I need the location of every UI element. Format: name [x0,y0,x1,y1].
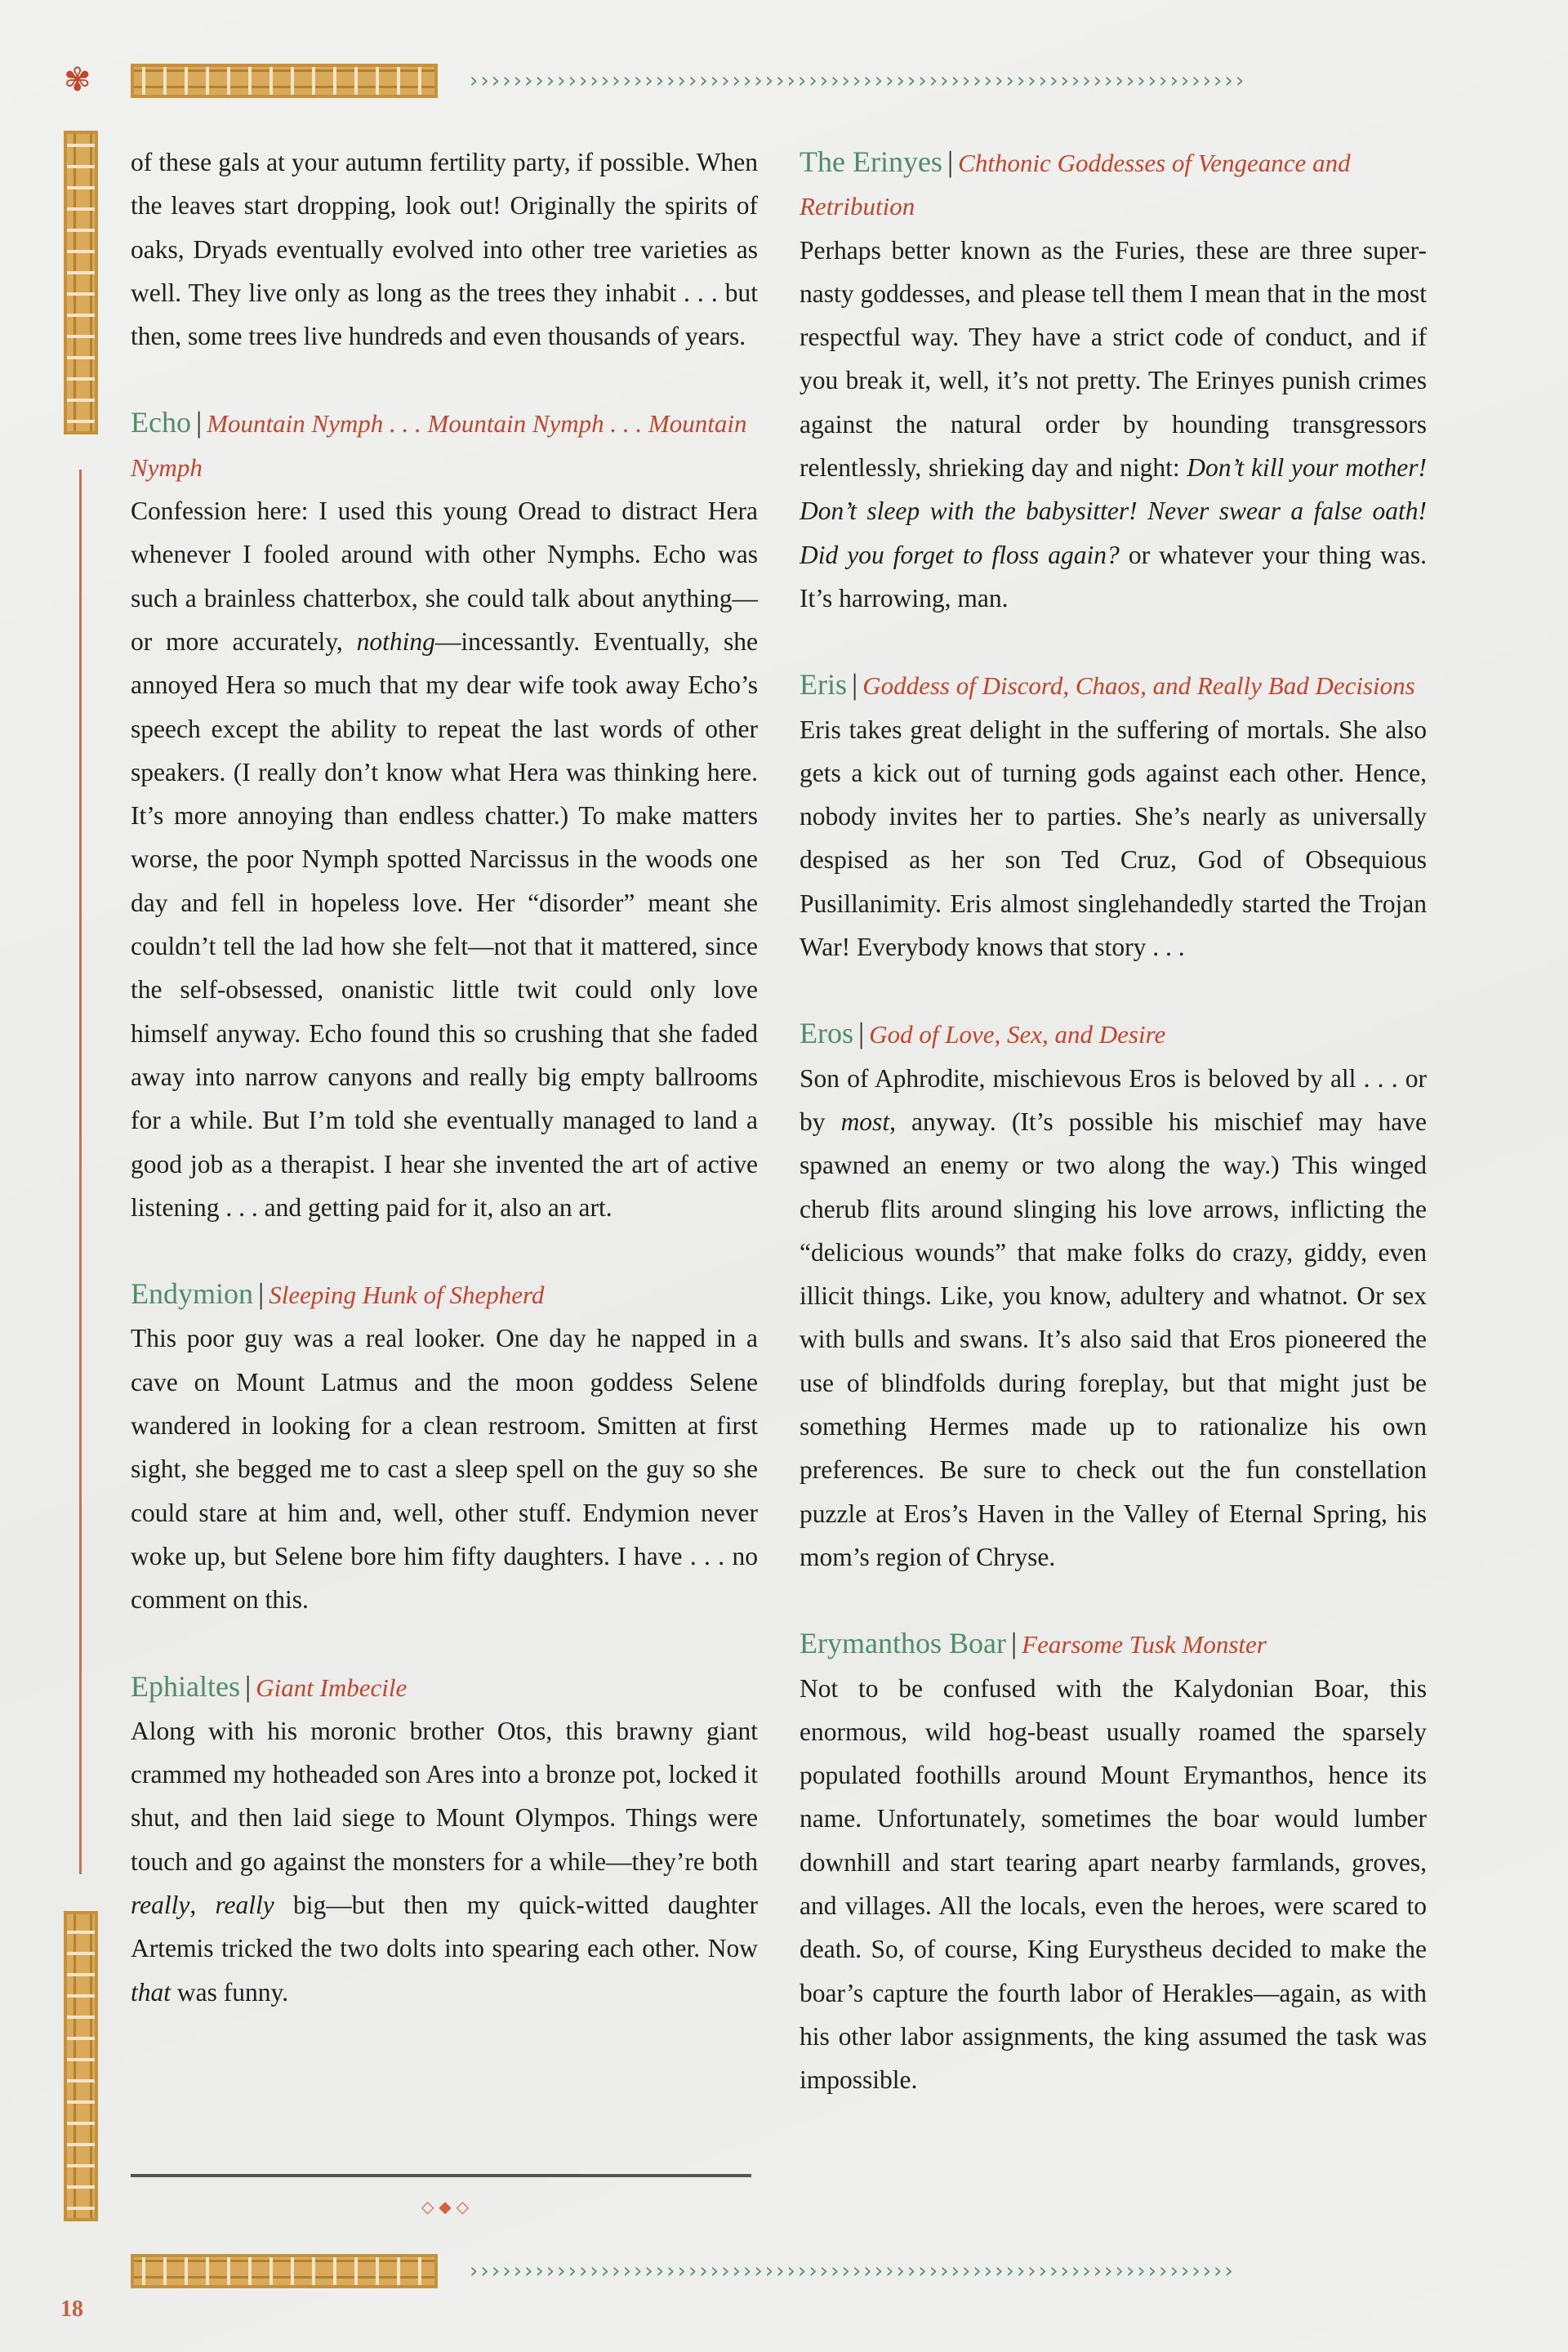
entry-heading: Echo | Mountain Nymph . . . Mountain Nymph . . . Mountain Nymph [131,406,747,482]
right-column [800,140,1427,2145]
greek-key-border-bottom [131,2254,438,2288]
entry-name: Ephialtes [131,1669,240,1703]
entry-heading: Eros | God of Love, Sex, and Desire [800,1017,1166,1050]
entry-body: Confession here: I used this young Oread to distract Hera whenever I fooled around with other Nymphs. Echo was such a brainless chatterbox, she could talk about anything—or more accurately, nothing—incessantly. Eventually, she annoyed Hera so much that my dear wife took away Echo’s speech except the ability to repeat the last words of other speakers. (I really don’t know what Hera was thinking here. It’s more annoying than endless chatter.) To make matters worse, the poor Nymph spotted Narcissus in the woods one day and fell in hopeless love. Her “disorder” meant she couldn’t tell the lad how she felt—not that it mattered, since the self-obsessed, onanistic little twit could only love himself anyway. Echo found this so crushing that she faded away into narrow canyons and really big empty ballrooms for a while. But I’m told she eventually managed to land a good job as a therapist. I hear she invented the art of active listening . . . and getting paid for it, also an art. [131,497,758,1222]
continued-text [131,140,758,358]
page-number: 18 [60,2296,83,2322]
entry-body: Eris takes great delight in the suffering of mortals. She also gets a kick out of turning gods against each other. Hence, nobody invites her to parties. She’s nearly as universally despised as her son Ted Cruz, God of Obsequious Pusillanimity. Eris almost singlehandedly started the Trojan War! Everybody knows that story . . . [800,715,1427,962]
entry-epithet: Sleeping Hunk of Shepherd [269,1281,545,1310]
entry-name: Eros [800,1017,853,1050]
entry-epithet: God of Love, Sex, and Desire [869,1020,1166,1049]
arrow-chevrons-icon: ››››››››››››››››››››››››››››››››››››››››››››››››››››››››››››››››››››››› [470,69,1247,93]
entry-epithet: Mountain Nymph . . . Mountain Nymph . . . Mountain Nymph [131,409,747,482]
entry-body: Not to be confused with the Kalydonian Boar, this enormous, wild hog-beast usually roamed the sparsely populated foothills around Mount Erymanthos, hence its name. Unfortunately, sometimes the boar would lumber downhill and start tearing apart nearby farmlands, groves, and villages. All the locals, even the heroes, were scared to death. So, of course, King Eurystheus decided to make the boar’s capture the fourth labor of Herakles—again, as with his other labor assignments, the king assumed the task was impossible. [800,1673,1427,2095]
entry-ephialtes [131,1665,758,2014]
entry-endymion [131,1272,758,1621]
entry-erinyes [800,140,1427,620]
entry-epithet: Goddess of Discord, Chaos, and Really Bad Decisions [862,671,1415,701]
entry-name: Echo [131,406,191,439]
entry-erymanthos-boar [800,1622,1427,2101]
entry-eris [800,663,1427,969]
entry-heading: Endymion | Sleeping Hunk of Shepherd [131,1277,545,1311]
entry-epithet: Giant Imbecile [256,1673,408,1702]
entry-body: Along with his moronic brother Otos, this brawny giant crammed my hotheaded son Ares into a bronze pot, locked it shut, and then laid siege to Mount Olympos. Things were touch and go against the monsters for a while—they’re both really, really big—but then my quick-witted daughter Artemis tricked the two dolts into spearing each other. Now that was funny. [131,1716,758,2007]
entry-heading: Eris | Goddess of Discord, Chaos, and Really Bad Decisions [800,668,1415,702]
entry-name: Endymion [131,1277,253,1311]
entry-name: Eris [800,668,847,702]
entry-heading: Erymanthos Boar | Fearsome Tusk Monster [800,1627,1267,1660]
entry-heading: Ephialtes | Giant Imbecile [131,1669,408,1703]
entry-heading: The Erinyes | Chthonic Goddesses of Vengeance and Retribution [800,145,1351,221]
section-end-rule [131,2174,751,2177]
greek-key-border-left-bottom [64,1911,98,2221]
entry-epithet: Fearsome Tusk Monster [1022,1630,1267,1659]
entry-epithet: Chthonic Goddesses of Vengeance and Retribution [800,149,1351,221]
entry-name: The Erinyes [800,145,942,178]
diamond-ornament-icon: ◇◆◇ [421,2197,474,2216]
entry-body: Son of Aphrodite, mischievous Eros is beloved by all . . . or by most, anyway. (It’s possible his mischief may have spawned an enemy or two along the way.) This winged cherub flits around slinging his love arrows, inflicting the “delicious wounds” that make folks do crazy, giddy, even illicit things. Like, you know, adultery and whatnot. Or sex with bulls and swans. It’s also said that Eros pioneered the use of blindfolds during foreplay, but that might just be something Hermes made up to rationalize his own preferences. Be sure to check out the fun constellation puzzle at Eros’s Haven in the Valley of Eternal Spring, his mom’s region of Chryse. [800,1063,1427,1571]
entry-body: This poor guy was a real looker. One day he napped in a cave on Mount Latmus and the moon goddess Selene wandered in looking for a clean restroom. Smitten at first sight, she begged me to cast a sleep spell on the guy so she could stare at him and, well, other stuff. Endymion never woke up, but Selene bore him fifty daughters. I have . . . no comment on this. [131,1324,758,1615]
paragraph: of these gals at your autumn fertility party, if possible. When the leaves start dropping, look out! Originally the spirits of oaks, Dryads eventually evolved into other tree varieties as well. They live only as long as the trees they inhabit . . . but then, some trees live hundreds and even thousands of years. [131,148,758,351]
fleuron-icon: ✾ [64,61,91,99]
greek-key-border-top [131,64,438,98]
entry-body: Perhaps better known as the Furies, these are three super-nasty goddesses, and please tell them I mean that in the most respectful way. They have a strict code of conduct, and if you break it, well, it’s not pretty. The Erinyes punish crimes against the natural order by hounding transgressors relentlessly, shrieking day and night: Don’t kill your mother! Don’t sleep with the babysitter! Never swear a false oath! Did you forget to floss again? or whatever your thing was. It’s harrowing, man. [800,235,1427,612]
greek-key-border-left-top [64,131,98,434]
arrow-chevrons-icon: ›››››››››››››››››››››››››››››››››››››››››››››››››››››››››››››››››››››› [470,2259,1236,2283]
entry-eros [800,1012,1427,1579]
vertical-rule [79,470,82,1874]
entry-name: Erymanthos Boar [800,1627,1006,1660]
entry-echo [131,401,758,1229]
left-column [131,140,758,2057]
